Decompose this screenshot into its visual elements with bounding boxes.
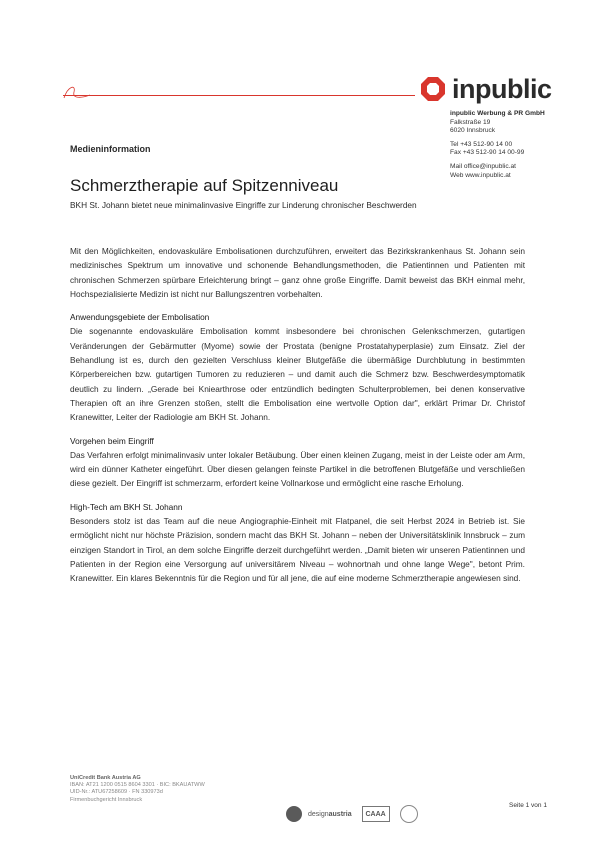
page-number: Seite 1 von 1 — [509, 802, 547, 809]
header-rule — [63, 95, 415, 96]
intro-paragraph: Mit den Möglichkeiten, endovaskuläre Embolisationen durchzuführen, erweitert das Bezirkskrankenhaus St. Johann sein medizinisches Spektrum um innovative und schonende Behandlungsmethoden, die Patientinnen und Patienten mit chronischen Schmerzen spürbare Erleichterung bringt – ganz ohne große Eingriffe. Damit beweist das BKH einmal mehr, Hochspezialisierte Medizin ist nicht nur Ballungszentren vorbehalten. — [70, 246, 525, 299]
seal-icon — [400, 805, 418, 823]
company-web: Web www.inpublic.at — [450, 171, 511, 179]
section-paragraph: Die sogenannte endovaskuläre Embolisation kommt insbesondere bei chronischen Gelenkschmerzen, gutartigen Veränderungen der Gebärmutter (Myome) sowie der Prostata (benigne Prostatahyperplasie) zum Einsatz. Ziel der Behandlung ist es, durch den gezielten Verschluss kleiner Blutgefäße die übermäßige Durchblutung in bestimmten Körperbereichen bzw. gutartigen Tumoren zu reduzieren – und damit auch die Schmerz bzw. Beschwerdesymptomatik deutlich zu lindern. „Gerade bei Kniearthrose oder entzündlich bedingten Schulterproblemen, bei denen konservative Therapien oft an ihre Grenzen stoßen, stellt die Embolisation eine wertvolle Option dar", erklärt Primar Dr. Christof Kranewitter, Leiter der Radiologie am BKH St. Johann. — [70, 326, 525, 423]
member-badge-icon — [286, 806, 302, 822]
company-city: 6020 Innsbruck — [450, 127, 496, 135]
company-name: inpublic Werbung & PR GmbH — [450, 110, 545, 117]
section-heading: Anwendungsgebiete der Embolisation — [70, 312, 210, 323]
bank-name: UniCredit Bank Austria AG — [70, 775, 141, 781]
logo-wordmark: inpublic — [452, 73, 552, 104]
inpublic-logo — [420, 72, 552, 106]
bank-court: Firmenbuchgericht Innsbruck — [70, 796, 143, 803]
section-paragraph: Das Verfahren erfolgt minimalinvasiv unter lokaler Betäubung. Über einen kleinen Zugang, meist in der Leiste oder am Arm, wird ein dünner Katheter eingeführt. Über diesen gelangen feinste Partikel in die betroffenen Blutgefäße und verschließen diese gezielt. Der Eingriff ist schmerzarm, erfordert keine Vollnarkose und ermöglicht eine rasche Erholung. — [70, 449, 525, 489]
company-mail: Mail office@inpublic.at — [450, 162, 516, 170]
company-address — [450, 110, 590, 180]
caaa-logo: CAAA — [362, 806, 390, 822]
section-heading: High-Tech am BKH St. Johann — [70, 501, 183, 512]
section-paragraph: Besonders stolz ist das Team auf die neue Angiographie-Einheit mit Flatpanel, die seit Herbst 2024 in Betrieb ist. Sie ermöglicht nicht nur höchste Präzision, sondern macht das BKH St. Johann – neben der Universitätsklinik Innsbruck – zum einzigen Standort in Tirol, an dem solche Eingriffe derzeit durchgeführt werden. „Damit bieten wir unseren Patientinnen und Patienten in der Region eine Versorgung auf universitärem Niveau – wohnortnah und ohne lange Wege", betont Prim. Kranewitter. Ein klares Bekenntnis für die Region und für all jene, die auf eine moderne Schmerztherapie angewiesen sind. — [70, 516, 525, 584]
bank-uid: UID-Nr.: ATU67258609 · FN 330973d — [70, 789, 163, 796]
doc-title: Schmerztherapie auf Spitzenniveau — [70, 176, 339, 195]
inpublic-logo-mark-icon — [420, 76, 446, 102]
signature-swirl-icon — [62, 82, 92, 102]
doc-body — [70, 244, 525, 586]
company-fax: Fax +43 512-90 14 00-99 — [450, 149, 525, 157]
doc-subtitle: BKH St. Johann bietet neue minimalinvasive Eingriffe zur Linderung chronischer Beschwerden — [70, 200, 417, 210]
company-street: Falkstraße 19 — [450, 118, 491, 126]
bank-details — [70, 775, 290, 804]
bank-iban: IBAN: AT21 1200 0515 8604 3301 · BIC: BKAUATWW — [70, 782, 205, 789]
company-tel: Tel +43 512-90 14 00 — [450, 140, 513, 148]
doc-label: Medieninformation — [70, 144, 151, 154]
section-heading: Vorgehen beim Eingriff — [70, 435, 154, 446]
footer-logos — [286, 804, 418, 824]
design-austria-logo: designaustria — [308, 810, 352, 818]
